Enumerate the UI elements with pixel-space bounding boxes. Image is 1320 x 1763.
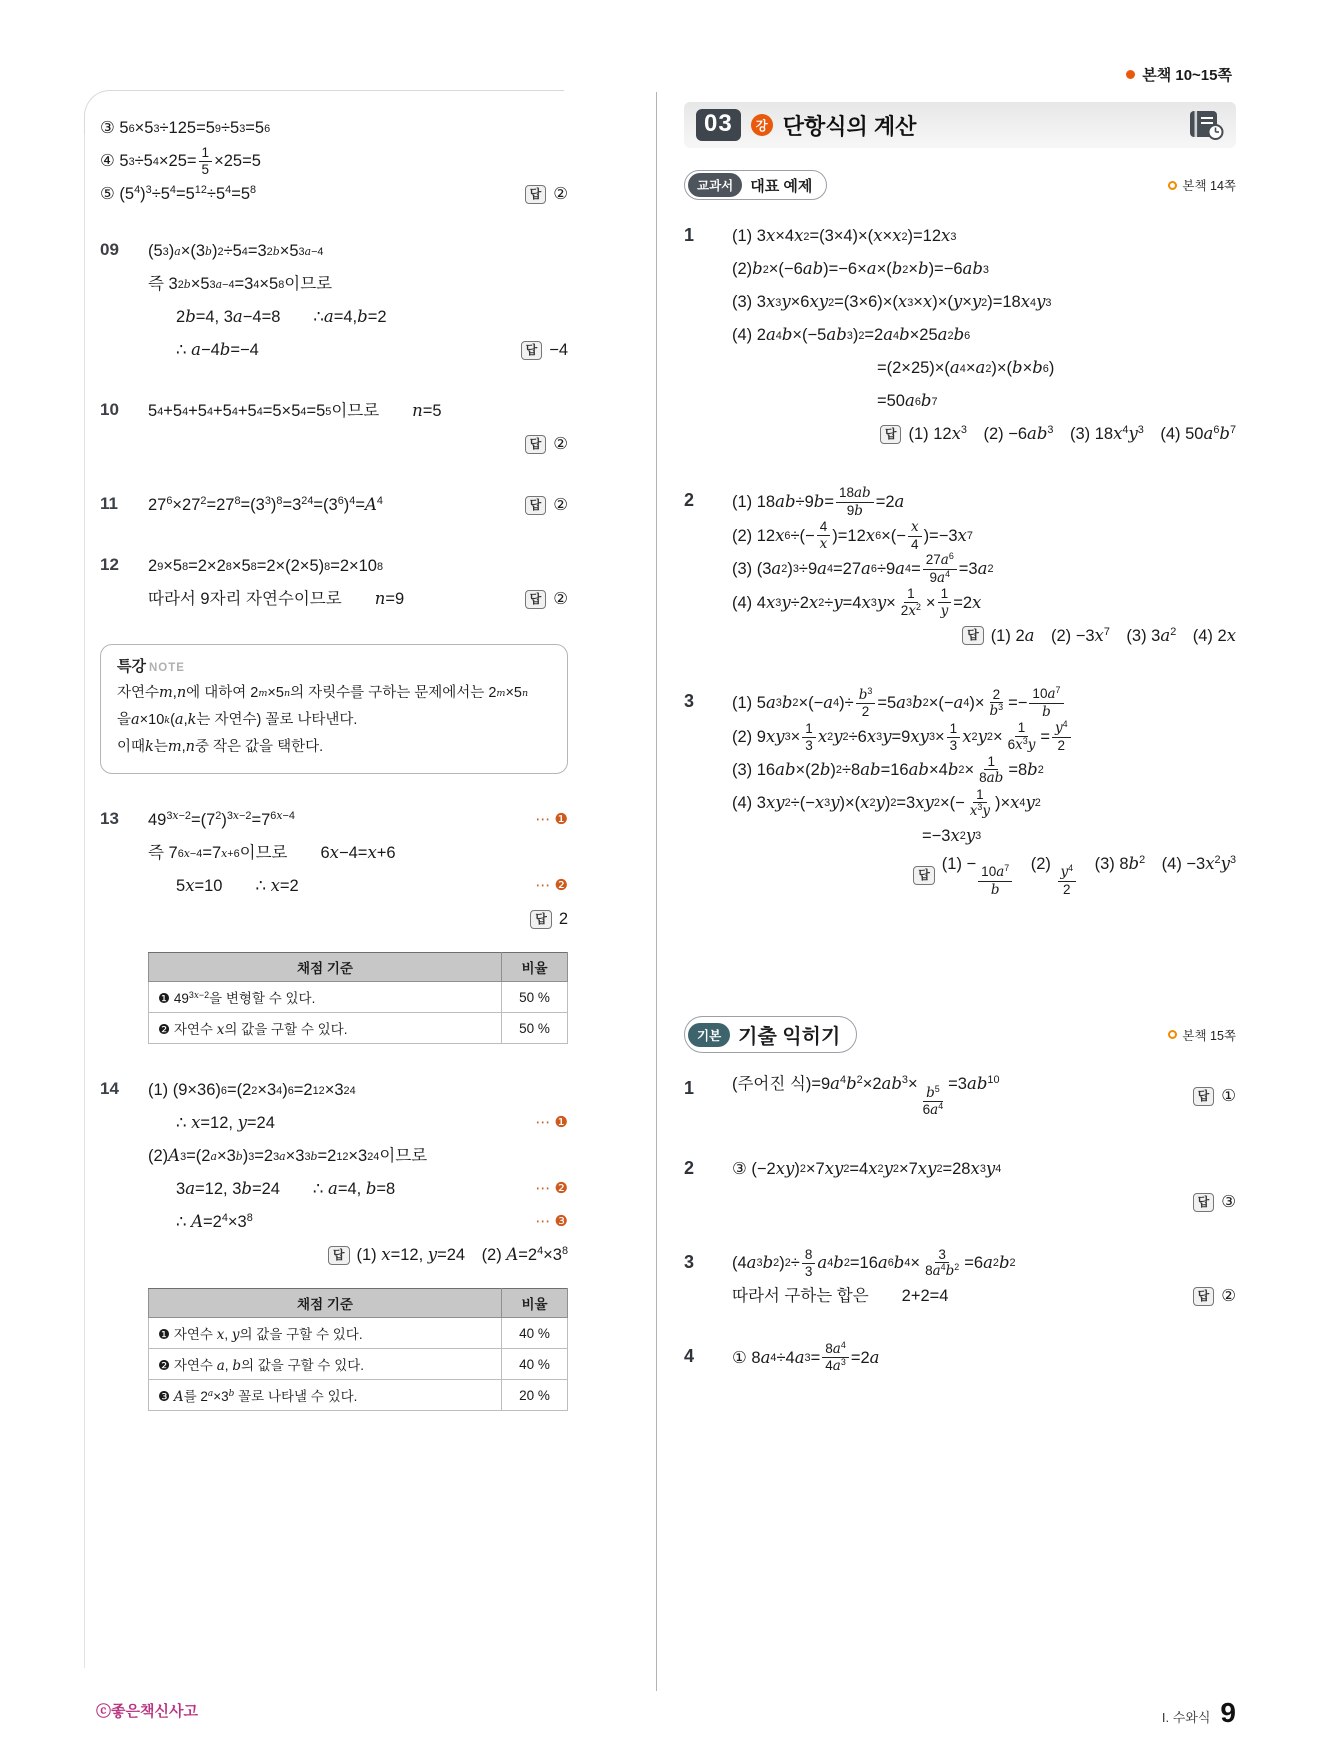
section-header <box>684 102 1236 148</box>
problem-number: 1 <box>684 225 695 245</box>
answer-value: −4 <box>549 341 568 360</box>
math-line <box>176 1206 568 1239</box>
math-line: (5 3 ) a ×(3 b ) 2 ÷5 4 =3 2b ×5 3a−4 <box>148 242 324 261</box>
answer-value: ② <box>553 496 568 515</box>
math-line <box>176 1107 568 1140</box>
example-3 <box>684 686 1236 898</box>
math-line <box>176 334 568 367</box>
table-row <box>149 982 568 1013</box>
notebook-icon <box>1188 110 1224 140</box>
problem-10 <box>100 395 568 461</box>
math-line: =−3 x 2 y 3 <box>922 826 982 846</box>
problem-number: 1 <box>684 1078 695 1099</box>
rubric-header-criteria: 채점 기준 <box>149 1289 502 1318</box>
table-row <box>149 1380 568 1411</box>
math-line: ③ (−2 xy ) 2 ×7 xy 2 =4 x 2 y 2 ×7 xy 2 =28 x 3 y 4 <box>732 1159 1002 1179</box>
math-line: (1) 3 x ×4 x 2 =(3×4)×( x × x 2 )=12 x 3 <box>732 226 957 246</box>
note-line: 자연수 m , n 에 대하여 2 m ×5 n 의 자릿수를 구하는 문제에서는 2 m ×5 n <box>117 684 529 701</box>
math-line <box>100 178 568 211</box>
problem-number: 14 <box>100 1079 119 1098</box>
rubric-header-ratio: 비율 <box>502 953 568 982</box>
step-marker: ⋯ ❷ <box>535 1180 568 1198</box>
rubric-item: ❷ 자연수 a, b의 값을 구할 수 있다. <box>149 1349 502 1380</box>
math-line: ③ 5 6 ×5 3 ÷125=5 9 ÷5 3 =5 6 <box>100 119 271 138</box>
answer-line <box>732 853 1236 899</box>
book-page-ref <box>1168 1026 1236 1044</box>
math-line: (2) b 2 ×(−6 ab )=−6× a ×( b 2 × b )=−6 ab 3 <box>732 259 989 279</box>
problem-number: 2 <box>684 490 695 510</box>
answer <box>521 339 568 361</box>
grading-table <box>148 952 568 1044</box>
grading-table <box>148 1288 568 1411</box>
math-line: ① 8 a 4 ÷4 a 3 = $\frac{8a^4}{4a^3}$ =2 a <box>732 1340 880 1375</box>
bullet-icon <box>1126 70 1135 79</box>
page-edge-line <box>84 134 85 1668</box>
special-note-box <box>100 644 568 774</box>
answer-label: 답 <box>521 341 543 360</box>
table-row <box>149 1013 568 1044</box>
answer-line <box>148 903 568 936</box>
math-line: 5 4 +5 4 +5 4 +5 4 +5 4 =5×5 4 =5 5 이므로 n =5 <box>148 401 442 421</box>
basic-badge: 기본 <box>688 1023 730 1047</box>
math-text: ∴ a−4b=−4 <box>176 340 259 360</box>
answer-line <box>732 619 1236 652</box>
book-page-ref <box>1168 176 1236 194</box>
math-text: ⑤ $(5^4)^3\div 5^4=5^{12}\div 5^4=5^8$ <box>100 184 257 204</box>
answer <box>525 588 568 610</box>
problem-number: 12 <box>100 555 119 574</box>
basic-bubble <box>684 1016 857 1053</box>
note-tag-sub: NOTE <box>148 662 185 674</box>
math-line: ④ 5 3 ÷5 4 ×25= $\frac{1}{5}$ ×25=5 <box>100 145 261 177</box>
rubric-item: ❸ A를 $2^a\times 3^b$ 꼴로 나타낼 수 있다. <box>149 1380 502 1411</box>
basic-label: 기출 익히기 <box>738 1026 841 1049</box>
rubric-percent: 40 % <box>502 1318 568 1349</box>
problem-number: 3 <box>684 691 695 712</box>
math-line <box>148 489 568 522</box>
problem-number: 2 <box>684 1157 695 1178</box>
ring-icon <box>1168 181 1177 190</box>
section-title: 단항식의 계산 <box>782 113 917 139</box>
math-line <box>732 1280 1236 1313</box>
answer-label: 답 <box>525 185 547 204</box>
rubric-percent: 50 % <box>502 1013 568 1044</box>
chapter-label: I. 수와식 <box>1161 1710 1211 1725</box>
answer-line <box>732 418 1236 451</box>
answer-value: (1) x=12, y=24 (2) $A=2^4\times 3^8$ <box>356 1245 568 1265</box>
answer-value: ② <box>553 185 568 204</box>
math-text: 3a=12, 3b=24 ∴ a=4, b=8 <box>176 1179 396 1199</box>
answer <box>880 423 1236 445</box>
answer-label: 답 <box>1193 1087 1215 1106</box>
step-marker: ⋯ ❶ <box>535 811 568 829</box>
page-reference <box>1126 64 1232 85</box>
math-text: (주어진 식)$=9a^4b^2\times 2ab^3\times$ $\frac{b^5}{6a^4}$ $=3ab^{10}$ <box>732 1074 1000 1119</box>
problem-11 <box>100 489 568 522</box>
answer-value: ③ <box>1221 1193 1236 1212</box>
section-grade-badge: 강 <box>751 114 773 136</box>
math-line: 2 b =4, 3 a −4=8 ∴ a =4, b =2 <box>176 307 387 327</box>
section-number: 03 <box>696 109 741 141</box>
answer-value: ② <box>553 590 568 609</box>
math-text: 5x=10 ∴ x=2 <box>176 876 299 896</box>
answer <box>525 494 568 516</box>
math-line: (3) 16 ab ×(2 b ) 2 ÷8 ab =16 ab ×4 b 2 × $\frac{1}{8ab}$ =8 b 2 <box>732 753 1044 787</box>
math-text: ∴ x=12, y=24 <box>176 1113 275 1133</box>
note-line: 이때 k 는 m , n 중 작은 값을 택한다. <box>117 738 324 755</box>
textbook-label: 대표 예제 <box>750 177 813 195</box>
rubric-header-ratio: 비율 <box>502 1289 568 1318</box>
answer <box>525 183 568 205</box>
math-line: 2 9 ×5 8 =2×2 8 ×5 8 =2×(2×5) 8 =2×10 8 <box>148 557 384 576</box>
answer-label: 답 <box>525 435 547 454</box>
answer-label: 답 <box>530 910 552 929</box>
example-2 <box>684 485 1236 652</box>
answer <box>328 1244 568 1266</box>
math-line <box>148 583 568 616</box>
math-line <box>732 1073 1236 1119</box>
answer <box>962 625 1236 647</box>
answer-value: (1) − $\frac{10a^7}{b}$ (2) $\frac{y^4}{2}$ (3) $8b^2$ $(4) -3x^2y^3$ <box>941 853 1236 898</box>
rubric-percent: 20 % <box>502 1380 568 1411</box>
math-line: (3) (3 a 2 ) 3 ÷9 a 4 =27 a 6 ÷9 a 4 = $\frac{27a^6}{9a^4}$ =3 a 2 <box>732 551 994 586</box>
problem-12 <box>100 550 568 616</box>
math-text: $49^{3x-2}=(7^2)^{3x-2}=7^{6x-4}$ <box>148 809 295 830</box>
math-line: 즉 3 2b ×5 3a−4 =3 4 ×5 8 이므로 <box>148 275 333 294</box>
math-line: (3) 3 x 3 y ×6 xy 2 =(3×6)×( x 3 × x )×( y × y 2 )=18 x 4 y 3 <box>732 292 1052 312</box>
step-marker: ⋯ ❶ <box>535 1114 568 1132</box>
math-line: (4) 4 x 3 y ÷2 x 2 ÷ y =4 x 3 y × $\frac{1}{2x^2}$ × $\frac{1}{y}$ =2 x <box>732 586 982 619</box>
answer <box>1193 1085 1236 1107</box>
problem-number: 09 <box>100 240 119 259</box>
problem-13 <box>100 804 568 1044</box>
answer-label: 답 <box>1193 1287 1215 1306</box>
page-number: 9 <box>1220 1697 1236 1728</box>
math-line: =50 a 6 b 7 <box>877 391 938 411</box>
answer <box>530 908 568 930</box>
rubric-item: ❶ 자연수 x, y의 값을 구할 수 있다. <box>149 1318 502 1349</box>
column-divider <box>656 92 657 1691</box>
math-line: (2) A 3 =(2 a ×3 b ) 3 =2 3a ×3 3b =2 12 ×3 24 이므로 <box>148 1146 428 1166</box>
right-column <box>684 102 1236 1399</box>
answer-label: 답 <box>1193 1193 1215 1212</box>
step-marker: ⋯ ❷ <box>535 877 568 895</box>
math-line <box>176 1173 568 1206</box>
math-line: (4) 2 a 4 b ×(−5 ab 3 ) 2 =2 a 4 b ×25 a 2 b 6 <box>732 325 971 345</box>
answer-value: ② <box>1221 1287 1236 1306</box>
math-line: (1) 18 ab ÷9 b = $\frac{18ab}{9b}$ =2 a <box>732 485 905 519</box>
math-text: 따라서 구하는 합은 2+2=4 <box>732 1287 949 1306</box>
exam-1 <box>684 1073 1236 1119</box>
answer <box>913 853 1236 899</box>
exam-3 <box>684 1247 1236 1313</box>
math-line: 즉 7 6x−4 =7 x+6 이므로 6 x −4= x +6 <box>148 843 396 863</box>
textbook-badge: 교과서 <box>688 173 742 197</box>
math-line: (1) 5 a 3 b 2 ×(− a 4 )÷ $\frac{b^3}{2}$ =5 a 3 b 2 ×(− a 4 )× $\frac{2}{b^3}$ =− $\frac{10a^7}{b}$ <box>732 686 1236 720</box>
problem-number: 10 <box>100 400 119 419</box>
note-line: 을 a ×10 k ( a , k 는 자연수) 꼴로 나타낸다. <box>117 711 358 728</box>
answer-line <box>148 1239 568 1272</box>
rubric-header-criteria: 채점 기준 <box>149 953 502 982</box>
math-line <box>176 870 568 903</box>
solution-continuation <box>100 112 568 211</box>
note-label <box>117 655 551 676</box>
answer <box>525 433 568 455</box>
basic-exam-header <box>684 1016 1236 1053</box>
answer-label: 답 <box>913 866 935 885</box>
textbook-bubble <box>684 170 827 200</box>
problem-number: 3 <box>684 1251 695 1272</box>
problem-number: 4 <box>684 1345 695 1366</box>
exam-4 <box>684 1341 1236 1375</box>
math-line: (4 a 3 b 2 ) 2 ÷ $\frac{8}{3}$ a 4 b 2 =16 a 6 b 4 × $\frac{3}{8a^4b^2}$ =6 a 2 b 2 <box>732 1246 1016 1280</box>
answer <box>1193 1191 1236 1213</box>
ref-text: 본책 15쪽 <box>1182 1028 1236 1043</box>
answer-line <box>148 428 568 461</box>
rubric-item: ❶ $49^{3x-2}$을 변형할 수 있다. <box>149 982 502 1013</box>
note-tag: 특강 <box>117 658 146 675</box>
answer-label: 답 <box>525 496 547 515</box>
answer <box>1193 1285 1236 1307</box>
publisher-logo: ⓒ좋은책신사고 <box>96 1703 198 1720</box>
example-1 <box>684 220 1236 451</box>
step-marker: ⋯ ❸ <box>535 1213 568 1231</box>
answer-line <box>732 1186 1236 1219</box>
answer-label: 답 <box>328 1246 350 1265</box>
math-text: ∴ $A=2^4\times 3^8$ <box>176 1212 253 1232</box>
math-line: (4) 3 xy 2 ÷(− x 3 y )×( x 2 y ) 2 =3 xy 2 ×(− $\frac{1}{x^3y}$ )× x 4 y 2 <box>732 786 1041 820</box>
math-line: =(2×25)×( a 4 × a 2 )×( b × b 6 ) <box>877 358 1055 378</box>
problem-14 <box>100 1074 568 1411</box>
textbook-examples-header <box>684 170 1236 200</box>
rubric-item: ❷ 자연수 x의 값을 구할 수 있다. <box>149 1013 502 1044</box>
answer-value: ② <box>553 435 568 454</box>
math-line: (2) 12 x 6 ÷(− $\frac{4}{x}$ )=12 x 6 ×(− $\frac{x}{4}$ )=−3 x 7 <box>732 519 973 552</box>
answer-value: (1) 2a $(2) -3x^7$ (3) $3a^2$ (4) 2x <box>990 625 1236 645</box>
rubric-percent: 40 % <box>502 1349 568 1380</box>
math-line <box>148 804 568 837</box>
book-ref-text: 본책 10~15쪽 <box>1142 67 1232 84</box>
answer-label: 답 <box>880 425 902 444</box>
ring-icon <box>1168 1030 1177 1039</box>
problem-number: 11 <box>100 494 118 513</box>
rubric-percent: 50 % <box>502 982 568 1013</box>
problem-09 <box>100 235 568 367</box>
math-text: 따라서 9자리 자연수이므로 n=9 <box>148 589 405 609</box>
answer-label: 답 <box>962 626 984 645</box>
answer-value: 2 <box>558 910 568 929</box>
math-text: $27^6\times 27^2=27^8=(3^3)^8=3^{24}=(3^6)^4=A^4$ <box>148 495 383 515</box>
page-info <box>1162 1697 1236 1729</box>
left-column <box>100 112 568 1435</box>
answer-value: ① <box>1221 1086 1236 1105</box>
table-row <box>149 1349 568 1380</box>
problem-number: 13 <box>100 809 119 828</box>
table-row <box>149 1318 568 1349</box>
ref-text: 본책 14쪽 <box>1182 179 1236 193</box>
math-line: (2) 9 xy 3 × $\frac{1}{3}$ x 2 y 2 ÷6 x 3 y =9 xy 3 × $\frac{1}{3}$ x 2 y 2 × $\frac{1}{6x^3y}$ = $\frac{y^4}{2}$ <box>732 720 1236 753</box>
exam-2 <box>684 1153 1236 1219</box>
answer-value: (1) $12x^3$ $(2) -6ab^3$ (3) $18x^4y^3$ (4) $50a^6b^7$ <box>908 424 1236 444</box>
answer-label: 답 <box>525 590 547 609</box>
math-line: (1) (9×36) 6 =(2 2 ×3 4 ) 6 =2 12 ×3 24 <box>148 1081 356 1100</box>
